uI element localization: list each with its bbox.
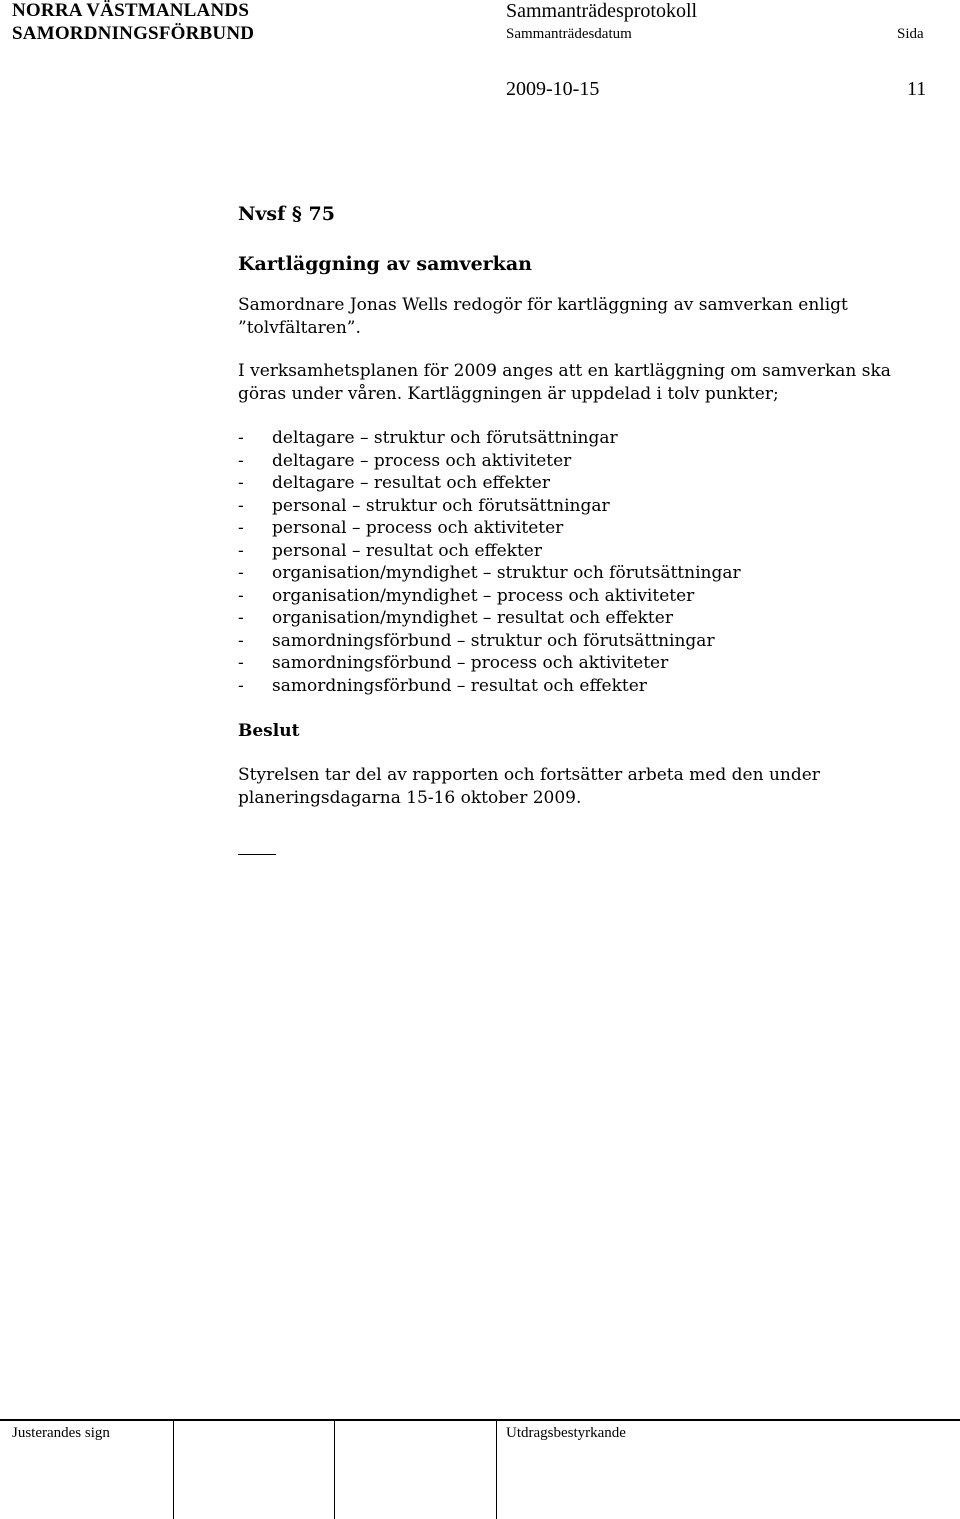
page-label: Sida xyxy=(897,26,924,42)
list-item xyxy=(238,450,938,473)
list-item-text: organisation/myndighet – resultat och effekter xyxy=(272,608,673,628)
list-item-text: organisation/myndighet – process och aktiviteter xyxy=(272,585,695,606)
list-item xyxy=(238,675,938,698)
list-bullet: - xyxy=(238,563,244,583)
list-item-text: personal – struktur och förutsättningar xyxy=(272,495,610,516)
paragraph-symbol: § xyxy=(291,203,302,225)
list-bullet: - xyxy=(238,608,244,628)
section-number-value: 75 xyxy=(308,203,335,225)
extract-label: Utdragsbestyrkande xyxy=(506,1425,626,1441)
list-item xyxy=(238,562,938,585)
end-rule xyxy=(238,854,276,855)
list-item-text: samordningsförbund – resultat och effekter xyxy=(272,675,647,696)
decision-heading: Beslut xyxy=(238,721,300,741)
list-bullet: - xyxy=(238,518,244,538)
list-bullet: - xyxy=(238,630,244,651)
list-item xyxy=(238,630,938,653)
list-item-text: deltagare – struktur och förutsättningar xyxy=(272,428,618,448)
list-bullet: - xyxy=(238,495,244,516)
list-item xyxy=(238,495,938,518)
paragraph-plan: I verksamhetsplanen för 2009 anges att en kartläggning om samverkan ska göras under våren. Kartläggningen är uppdelad i tolv punkter; xyxy=(238,361,891,404)
paragraph-intro: Samordnare Jonas Wells redogör för kartläggning av samverkan enligt ”tolvfältaren”. xyxy=(238,295,848,338)
list-bullet: - xyxy=(238,585,244,606)
signature-bar xyxy=(0,1419,960,1519)
list-item-text: samordningsförbund – struktur och förutsättningar xyxy=(272,630,715,651)
list-item-text: samordningsförbund – process och aktiviteter xyxy=(272,653,669,673)
list-item-text: personal – process och aktiviteter xyxy=(272,518,564,538)
list-bullet: - xyxy=(238,653,244,673)
document-type: Sammanträdesprotokoll xyxy=(506,0,698,22)
section-prefix: Nvsf xyxy=(238,203,286,225)
list-item-text: deltagare – resultat och effekter xyxy=(272,473,550,493)
list-bullet: - xyxy=(238,450,244,471)
list-item xyxy=(238,652,938,675)
list-item xyxy=(238,540,938,563)
meeting-date: 2009-10-15 xyxy=(506,78,600,100)
list-bullet: - xyxy=(238,540,244,561)
survey-points-list xyxy=(238,427,938,697)
page-number: 11 xyxy=(907,78,927,100)
list-bullet: - xyxy=(238,473,244,493)
list-item xyxy=(238,517,938,540)
signature-cell xyxy=(334,1421,497,1519)
list-item xyxy=(238,585,938,608)
list-item-text: deltagare – process och aktiviteter xyxy=(272,450,572,471)
list-item-text: organisation/myndighet – struktur och förutsättningar xyxy=(272,563,741,583)
list-item xyxy=(238,427,938,450)
org-name-line1: NORRA VÄSTMANLANDS xyxy=(12,0,250,21)
section-number xyxy=(238,200,938,228)
section-body xyxy=(238,200,938,809)
sign-label: Justerandes sign xyxy=(12,1425,110,1441)
list-item-text: personal – resultat och effekter xyxy=(272,540,542,561)
list-bullet: - xyxy=(238,428,244,448)
section-title: Kartläggning av samverkan xyxy=(238,253,532,275)
signature-cell xyxy=(173,1421,335,1519)
date-label: Sammanträdesdatum xyxy=(506,26,632,42)
list-item xyxy=(238,607,938,630)
decision-text: Styrelsen tar del av rapporten och fortsätter arbeta med den under planeringsdagarna 15-16 oktober 2009. xyxy=(238,765,820,808)
list-item xyxy=(238,472,938,495)
list-bullet: - xyxy=(238,675,244,696)
org-name-line2: SAMORDNINGSFÖRBUND xyxy=(12,23,255,44)
